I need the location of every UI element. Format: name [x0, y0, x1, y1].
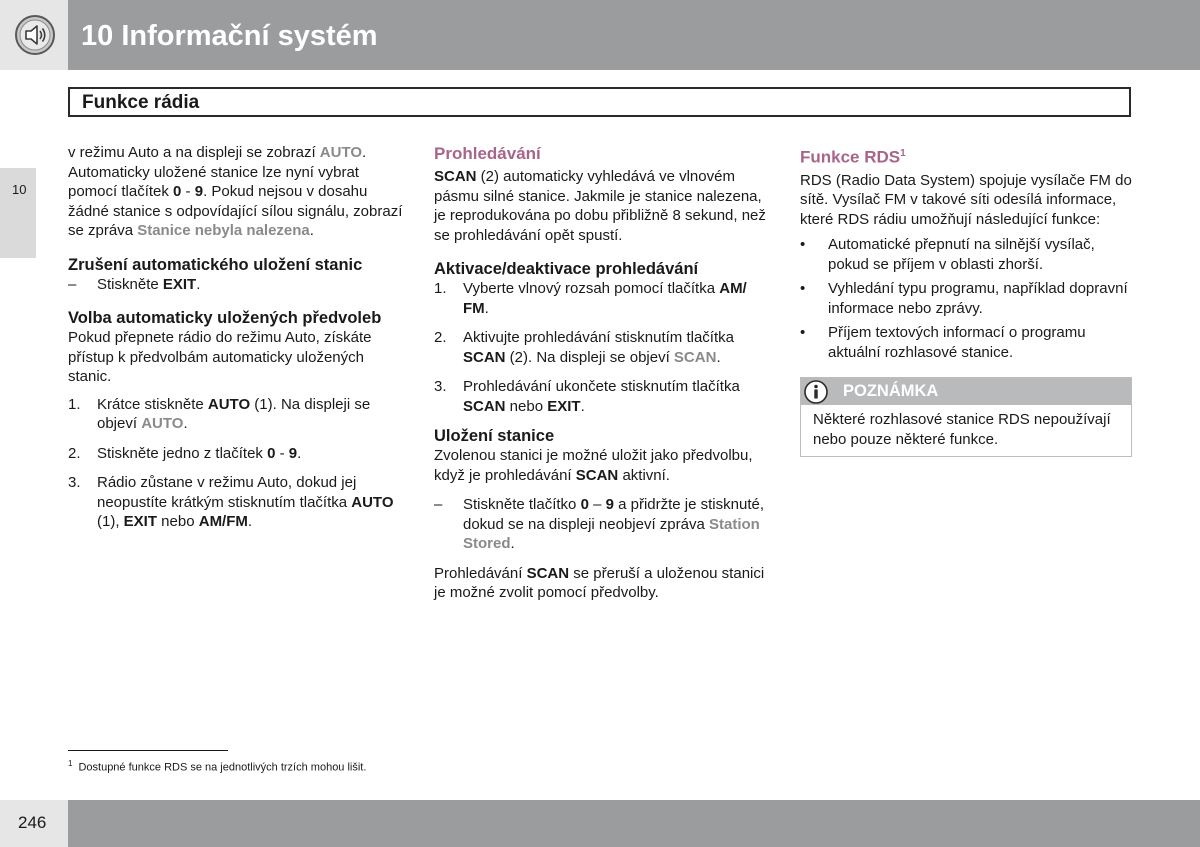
text: Vyberte vlnový rozsah pomocí tlačítka: [463, 280, 720, 297]
key-label: SCAN: [526, 564, 570, 582]
step-number: 2.: [68, 444, 81, 462]
scan-heading: Prohledávání: [434, 144, 541, 163]
text: -: [275, 444, 289, 462]
key-label: SCAN: [434, 168, 477, 185]
footnote-divider: [68, 750, 228, 751]
text: . Automaticky uložené stanice lze nyní vybrat pomocí tlačítek: [68, 144, 367, 200]
text: Příjem textových informací o programu aktuální rozhlasové stanice.: [828, 324, 1086, 361]
text: a přidržte je stisknuté, dokud se na displeji neobjeví zpráva: [463, 496, 765, 533]
section-title: Funkce rádia: [82, 92, 200, 113]
key-label: 0: [267, 444, 276, 462]
rds-heading: [800, 143, 1132, 169]
text: nebo: [505, 397, 548, 415]
text: Aktivujte prohledávání stisknutím tlačítka: [463, 329, 734, 346]
display-text: AUTO: [141, 415, 184, 432]
scan-steps-list: [434, 279, 774, 416]
text: Stiskněte tlačítko: [463, 496, 581, 513]
section-header: [68, 87, 1131, 117]
key-label: EXIT: [547, 397, 581, 415]
text: Prohledávání ukončete stisknutím tlačítka: [463, 378, 740, 395]
store-station-text: [434, 446, 774, 485]
text: (1). Na displeji se objeví: [97, 395, 371, 432]
list-item: [800, 279, 1132, 318]
key-label: EXIT: [123, 513, 158, 530]
dash-mark: –: [434, 496, 443, 513]
cancel-steps: [68, 275, 403, 295]
activate-scan-heading: Aktivace/deaktivace prohledávání: [434, 260, 699, 278]
header-icon-panel: [0, 0, 68, 70]
text: Krátce stiskněte: [97, 395, 208, 413]
bullet-mark: •: [800, 236, 806, 254]
text: aktivní.: [618, 466, 670, 484]
column-middle: [434, 143, 774, 615]
text: .: [297, 444, 302, 462]
display-text-auto: AUTO: [319, 144, 363, 161]
text: (2). Na displeji se objeví: [505, 348, 674, 366]
text: .: [484, 299, 489, 317]
scan-intro-paragraph: [434, 167, 774, 245]
list-item: [68, 275, 403, 295]
text: Stiskněte: [97, 275, 163, 293]
text: Rádio zůstane v režimu Auto, dokud jej neopustíte krátkým stisknutím tlačítka: [97, 474, 357, 511]
chapter-title: 10 Informační systém: [81, 20, 378, 52]
cancel-auto-store-heading: Zrušení automatického uložení stanic: [68, 255, 363, 274]
step-number: 3.: [434, 378, 447, 395]
text: (2) automaticky vyhledává ve vlnovém pásmu silné stanice. Jakmile je stanice nalezena, je reprodukována po dobu přibližně 8 sekund, než se prohledávání opět spustí.: [434, 168, 766, 244]
auto-intro-paragraph: [68, 143, 403, 241]
select-presets-heading: Volba automaticky uložených předvoleb: [68, 309, 382, 327]
store-station-heading: Uložení stanice: [434, 427, 555, 445]
text: Automatické přepnutí na silnější vysílač, pokud se příjem v oblasti zhorší.: [828, 236, 1095, 273]
select-presets-text: Pokud přepnete rádio do režimu Auto, získáte přístup k předvolbám automaticky uložených stanic.: [68, 329, 372, 385]
footer-band: [68, 800, 1200, 847]
note-box: [800, 377, 1132, 457]
text: Prohledávání: [434, 564, 527, 582]
auto-steps-list: [68, 395, 403, 532]
text: nebo: [157, 513, 199, 530]
key-label: SCAN: [575, 466, 619, 484]
text: v režimu Auto a na displeji se zobrazí: [68, 144, 320, 161]
column-right: [800, 143, 1132, 457]
text: -: [181, 183, 195, 200]
dash-mark: –: [68, 275, 77, 293]
step-number: 1.: [434, 280, 447, 297]
text: –: [588, 496, 606, 513]
key-label: SCAN: [463, 348, 506, 366]
key-label: 9: [288, 444, 298, 462]
text: .: [716, 348, 721, 366]
key-label: AUTO: [351, 493, 394, 511]
text: (1),: [97, 513, 124, 530]
key-label: SCAN: [463, 397, 506, 415]
text: .: [580, 397, 585, 415]
bullet-mark: •: [800, 324, 806, 342]
step-number: 3.: [68, 474, 81, 491]
display-text-message: Stanice nebyla nalezena: [137, 222, 310, 239]
text: Vyhledání typu programu, například dopravní informace nebo zprávy.: [828, 280, 1128, 317]
text: .: [309, 222, 314, 239]
footnote: [68, 759, 366, 774]
bullet-mark: •: [800, 280, 806, 298]
scan-interrupt-paragraph: [434, 564, 774, 603]
column-left: [68, 143, 403, 542]
list-item: [800, 235, 1132, 274]
list-item: [800, 323, 1132, 362]
text: .: [183, 415, 188, 432]
note-header: [801, 378, 1131, 405]
text: . Pokud nejsou v dosahu žádné stanice s odpovídající sílou signálu, zobrazí se zpráva: [68, 183, 403, 239]
list-item: [68, 444, 403, 464]
speaker-icon: [14, 14, 56, 56]
footnote-number: 1: [68, 759, 73, 768]
key-label: 9: [605, 496, 614, 513]
page-number: 246: [18, 813, 47, 832]
text: .: [196, 275, 201, 293]
store-steps: [434, 495, 774, 554]
list-item: [434, 377, 774, 416]
key-label: 0: [580, 496, 589, 513]
key-label: AUTO: [207, 395, 251, 413]
footnote-text: Dostupné funkce RDS se na jednotlivých trzích mohou lišit.: [78, 761, 367, 774]
side-tab-number: 10: [12, 182, 27, 197]
text: Stiskněte jedno z tlačítek: [97, 444, 268, 462]
display-text-station-stored: Station Stored: [463, 515, 760, 552]
step-number: 1.: [68, 395, 81, 413]
info-icon: [803, 379, 829, 405]
note-text: Některé rozhlasové stanice RDS nepoužívají nebo pouze některé funkce.: [813, 411, 1111, 448]
text: se přeruší a uloženou stanici je možné zvolit pomocí předvolby.: [434, 564, 765, 601]
display-text: SCAN: [673, 348, 717, 366]
text: Zvolenou stanici je možné uložit jako předvolbu, když je prohledávání: [434, 447, 753, 484]
footnote-ref: 1: [900, 148, 906, 159]
list-item: [68, 395, 403, 434]
key-label: 9: [194, 183, 204, 200]
rds-functions-list: [800, 235, 1132, 362]
step-number: 2.: [434, 329, 447, 346]
text: .: [247, 513, 253, 530]
key-label: EXIT: [162, 275, 197, 293]
list-item: [434, 328, 774, 367]
list-item: [68, 473, 403, 532]
list-item: [434, 495, 774, 554]
key-label: AM/ FM: [463, 280, 747, 317]
list-item: [434, 279, 774, 318]
rds-intro-paragraph: RDS (Radio Data System) spojuje vysílače FM do sítě. Vysílač FM v takové síti odesílá informace, které RDS rádiu umožňují následující funkce:: [800, 171, 1132, 228]
note-title: POZNÁMKA: [843, 382, 939, 401]
text: Funkce RDS: [800, 147, 901, 167]
key-label: 0: [173, 183, 182, 200]
text: .: [510, 535, 515, 552]
key-label: AM/FM: [198, 513, 248, 530]
chapter-side-tab: [0, 168, 36, 258]
